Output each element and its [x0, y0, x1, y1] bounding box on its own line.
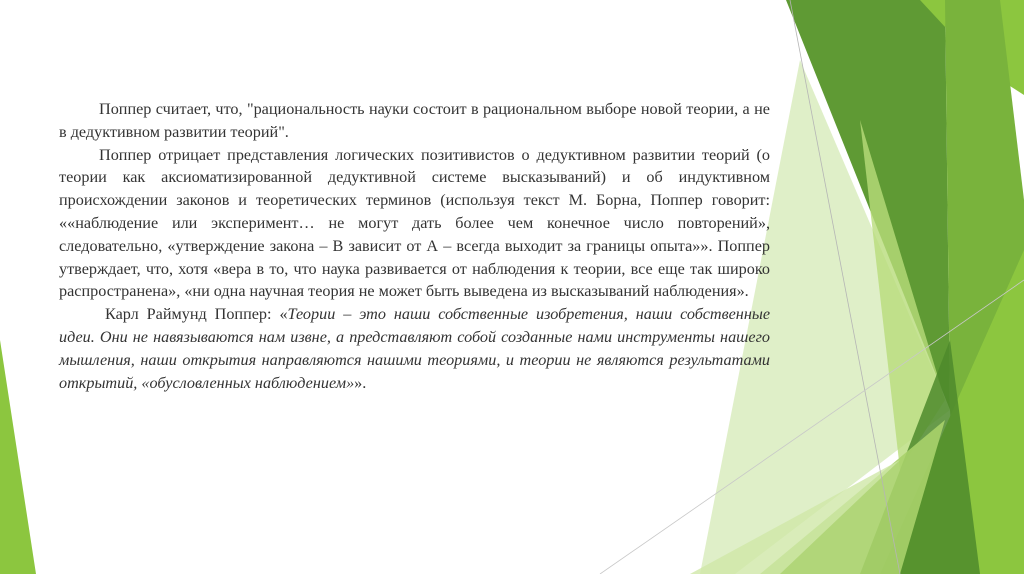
quote-prefix: Карл Раймунд Поппер: « [105, 305, 288, 324]
quote-suffix: ». [354, 373, 367, 392]
paragraph-2: Поппер отрицает представления логических позитивистов о дедуктивном развитии теорий (о теории как аксиоматизированной дедуктивной системе высказываний) и об индуктивном происхождении законов и теоретических терминов (используя текст М. Борна, Поппер говорит: ««наблюдение или эксперимент… не могут дать более чем конечное число повторений», следовательно, «утверждение закона – В зависит от А – всегда выходит за границы опыта»». Поппер утверждает, что, хотя «вера в то, что наука развивается от наблюдения к теории, все еще так широко распространена», «ни одна научная теория не может быть выведена из высказываний наблюдения». [59, 145, 770, 301]
paragraph-1: Поппер считает, что, "рациональность науки состоит в рациональном выборе новой теории, а не в дедуктивном развитии теорий". [59, 100, 770, 141]
quote-italic-text: Теории – это наши собственные изобретения, наши собственные идеи. Они не навязываются нам извне, а представляют собой созданные нами инструменты нашего мышления, наши открытия направляются нашими теориями, и теории не являются результатами открытий, «обусловленных наблюдением» [59, 305, 771, 392]
quote-paragraph [59, 303, 770, 394]
left-green-sliver [0, 340, 36, 574]
text-body [59, 98, 770, 394]
